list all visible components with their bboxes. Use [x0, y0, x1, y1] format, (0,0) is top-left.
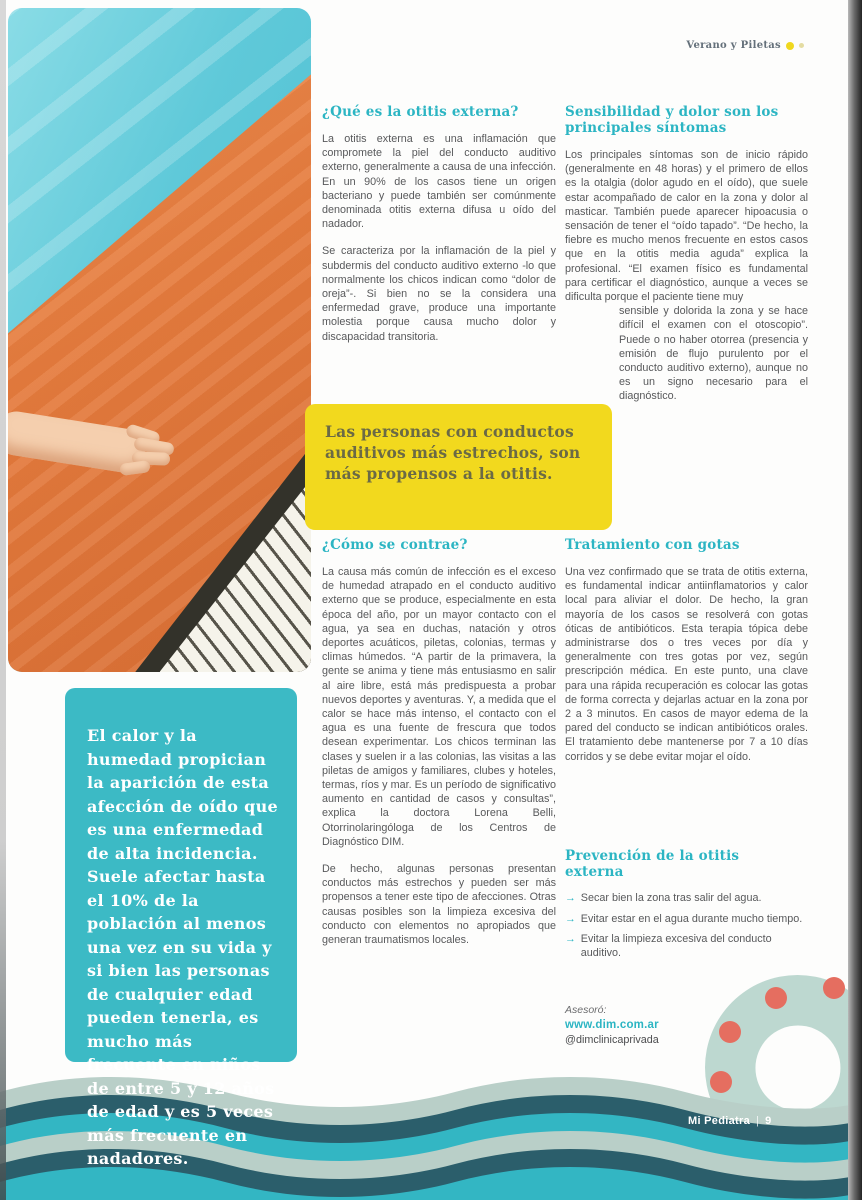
- prevention-list: [565, 892, 808, 960]
- paragraph: De hecho, algunas personas presentan conductos más estrechos y pueden ser más propensos a tener este tipo de afecciones. Otras causas posibles son la limpieza excesiva del conducto con elementos no apropiados que generan traumatismos locales.: [322, 863, 556, 947]
- section-heading: Sensibilidad y dolor son los principales síntomas: [565, 104, 779, 136]
- footer-divider: |: [756, 1115, 760, 1127]
- section-what-is-otitis: [322, 104, 556, 357]
- paragraph: Los principales síntomas son de inicio rápido (generalmente en 48 horas) y el primero de ellos es la otalgia (dolor agudo en el oído), que suele estar acompañado de calor en la zona y dolor al masticar. También puede aparecer hipoacusia o sensación de tener el “oído tapado”. “De hecho, la fiebre es mucho menos frecuente en estos casos que en la otitis media aguda” explica la profesional. “El examen físico es fundamental para certificar el diagnóstico, aunque a veces se dificulta porque el paciente tiene muy: [565, 149, 808, 304]
- callout-text: El calor y la humedad propician la aparición de esta afección de oído que es una enfermedad de alta incidencia. Suele afectar hasta el 10% de la población al menos una vez en su vida y si bien las personas de cualquier edad pueden tenerla, es mucho más frecuente en niños de entre 5 y 12 años de edad y es 5 veces más frecuente en nadadores.: [87, 726, 278, 1168]
- section-label: Verano y Piletas: [686, 40, 781, 51]
- teal-callout: [65, 688, 297, 1168]
- section-heading: Prevención de la otitis externa: [565, 848, 740, 880]
- paragraph: Se caracteriza por la inflamación de la piel y subdermis del conducto auditivo externo -lo que normalmente los chicos indican como “dolor de oreja”-. Si bien no se la considera una enfermedad grave, produce una importante molestia porque causa mucho dolor y discapacidad transitoria.: [322, 245, 556, 343]
- list-item: [565, 913, 808, 927]
- section-treatment: [565, 537, 808, 777]
- arrow-icon: →: [565, 912, 576, 925]
- yellow-dot-icon: [786, 42, 794, 50]
- pool-edge-photo: [8, 8, 311, 672]
- list-item: [565, 892, 808, 906]
- arrow-icon: →: [565, 933, 576, 946]
- list-item: [565, 933, 808, 960]
- advisor-website: www.dim.com.ar: [565, 1019, 659, 1031]
- list-item-text: Evitar la limpieza excesiva del conducto auditivo.: [580, 933, 772, 959]
- list-item-text: Evitar estar en el agua durante mucho tiempo.: [580, 912, 803, 925]
- paragraph-wrapped: sensible y dolorida la zona y se hace difícil el examen con el otoscopio”. Puede o no haber otorrea (presencia y emisión de flujo purulento por el conducto auditivo externo), aunque no es un signo necesario para el diagnóstico.: [619, 305, 808, 403]
- paragraph: La causa más común de infección es el exceso de humedad atrapado en el conducto auditivo externo que se produce, especialmente en esta época del año, por un mayor contacto con el agua, ya sea en duchas, natación y otros deportes acuáticos, piletas, colonias, termas y climas húmedos. “A partir de la primavera, la gente se anima y tiene más entusiasmo en salir al aire libre, está más predispuesta a probar nuevos deportes y aventuras. Y, a medida que el calor se hace más intenso, el contacto con el agua es una fuente de frescura que todos desean experimentar. Los chicos terminan las clases y suelen ir a las colonias, las visitas a las piletas de amigos y familiares, clubes y hoteles, termas, ríos y mar. Es un período de significativo aumento en cantidad de casos y consultas”, explica la doctora Lorena Belli, Otorrinolaringóloga de los Centros de Diagnóstico DIM.: [322, 566, 556, 848]
- advisor-label: Asesoró:: [565, 1004, 607, 1016]
- page-number: 9: [765, 1115, 772, 1127]
- section-prevention: [565, 848, 808, 967]
- callout-text: Las personas con conductos auditivos más estrechos, son más propensos a la otitis.: [325, 422, 581, 483]
- advisor-credit: [565, 1004, 765, 1046]
- page-footer: [688, 1115, 772, 1127]
- section-header: [686, 40, 804, 51]
- arrow-icon: →: [565, 892, 576, 904]
- yellow-callout: [305, 404, 612, 530]
- scan-edge-right: [848, 0, 862, 1200]
- paragraph: La otitis externa es una inflamación que compromete la piel del conducto auditivo externo, generalmente a causa de una infección. En un 90% de los casos tiene un origen bacteriano y puede también ser comúnmente denominada otitis externa difusa u oído del nadador.: [322, 133, 556, 231]
- section-symptoms: [565, 104, 808, 417]
- advisor-social-handle: @dimclinicaprivada: [565, 1034, 659, 1046]
- ring-dot-icon: [823, 977, 845, 999]
- section-heading: Tratamiento con gotas: [565, 537, 740, 553]
- paragraph: Una vez confirmado que se trata de otitis externa, es fundamental indicar antiinflamatorios y calor local para aliviar el dolor. De hecho, la gran mayoría de los casos se resolverá con gotas óticas de antibióticos. Esta terapia tópica debe administrarse dos o tres veces por día y generalmente con tres gotas por vez, según prescripción médica. En este punto, una clave para una rápida recuperación es colocar las gotas de forma correcta y dejarlas actuar en la zona por 2 a 3 minutos. En casos de mayor edema de la pared del conducto se indican antibióticos orales. El tratamiento debe mantenerse por 7 a 10 días corridos y se debe evitar mojar el oído.: [565, 566, 808, 763]
- scan-edge-left: [0, 0, 6, 1200]
- section-how-contracted: [322, 537, 556, 960]
- section-heading: ¿Qué es la otitis externa?: [322, 104, 519, 120]
- magazine-name: Mi Pediatra: [688, 1115, 750, 1127]
- section-heading: ¿Cómo se contrae?: [322, 537, 468, 553]
- faded-dot-icon: [799, 43, 804, 48]
- list-item-text: Secar bien la zona tras salir del agua.: [580, 892, 762, 904]
